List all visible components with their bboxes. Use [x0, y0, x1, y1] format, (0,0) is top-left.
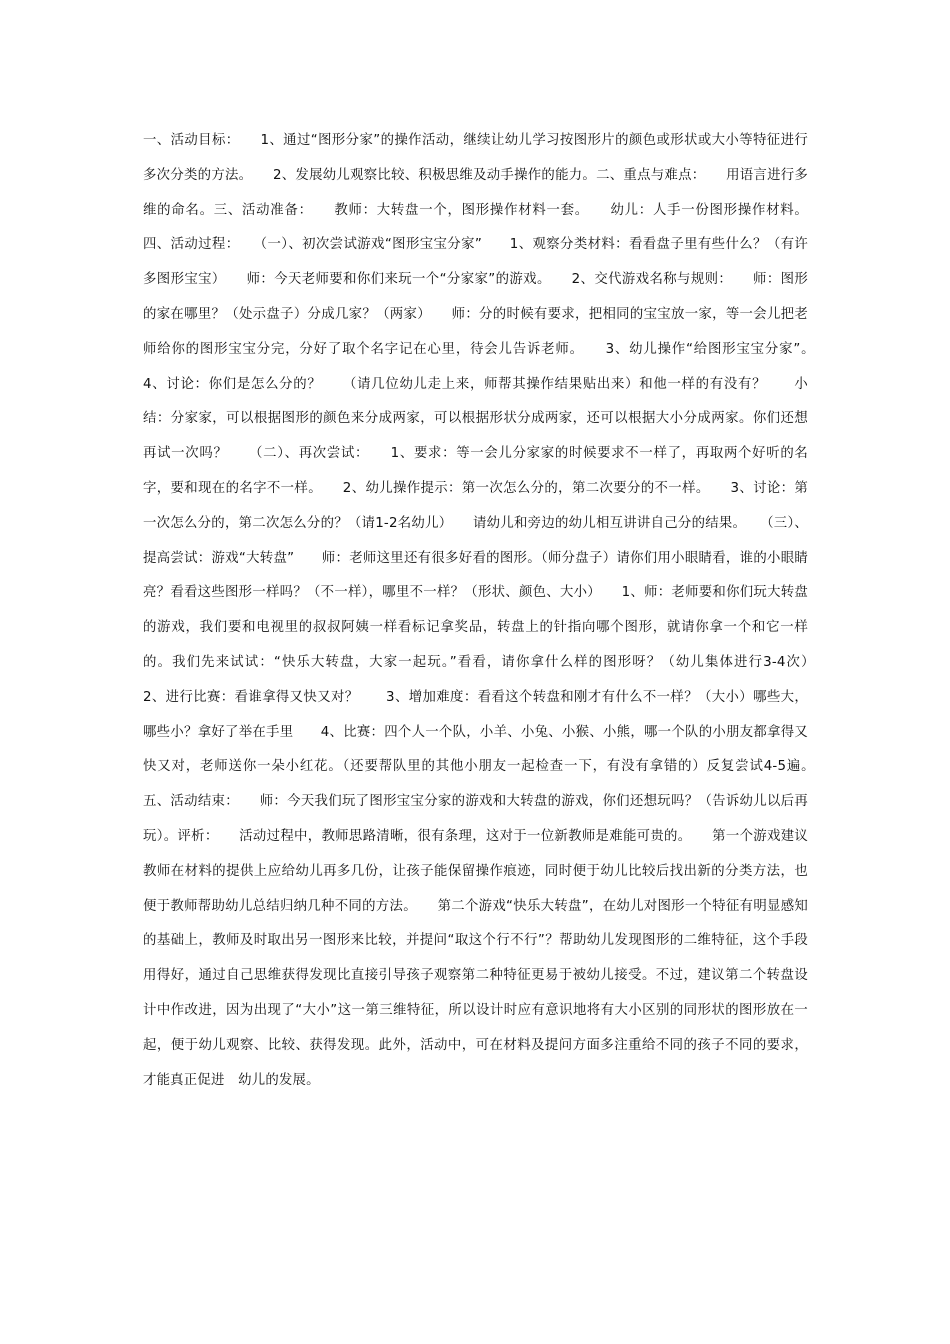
document-body-text: 一、活动目标： 1、通过“图形分家”的操作活动，继续让幼儿学习按图形片的颜色或形状或大小等特征进行多次分类的方法。 2、发展幼儿观察比较、积极思维及动手操作的能力。二、重点与难点： 用语言进行多维的命名。三、活动准备： 教师：大转盘一个，图形操作材料一套。 幼儿：人手一份图形操作材料。四、活动过程： （一）、初次尝试游戏“图形宝宝分家” 1、观察分类材料：看看盘子里有些什么？（有许多图形宝宝） 师：今天老师要和你们来玩一个“分家家”的游戏。 2、交代游戏名称与规则： 师：图形的家在哪里？（处示盘子）分成几家？（两家） 师：分的时候有要求，把相同的宝宝放一家，等一会儿把老师给你的图形宝宝分完，分好了取个名字记在心里，待会儿告诉老师。 3、幼儿操作“给图形宝宝分家”。 4、讨论：你们是怎么分的？ （请几位幼儿走上来，师帮其操作结果贴出来）和他一样的有没有？ 小结：分家家，可以根据图形的颜色来分成两家，可以根据形状分成两家，还可以根据大小分成两家。你们还想再试一次吗？ （二）、再次尝试： 1、要求：等一会儿分家家的时候要求不一样了，再取两个好听的名字，要和现在的名字不一样。 2、幼儿操作提示：第一次怎么分的，第二次要分的不一样。 3、讨论：第一次怎么分的，第二次怎么分的？（请1-2名幼儿） 请幼儿和旁边的幼儿相互讲讲自己分的结果。 （三）、提高尝试：游戏“大转盘” 师：老师这里还有很多好看的图形。（师分盘子）请你们用小眼睛看，谁的小眼睛亮？看看这些图形一样吗？（不一样），哪里不一样？（形状、颜色、大小） 1、师：老师要和你们玩大转盘的游戏，我们要和电视里的叔叔阿姨一样看标记拿奖品，转盘上的针指向哪个图形，就请你拿一个和它一样的。我们先来试试：“快乐大转盘，大家一起玩。”看看，请你拿什么样的图形呀？（幼儿集体进行3-4次） 2、进行比赛：看谁拿得又快又对？ 3、增加难度：看看这个转盘和刚才有什么不一样？（大小）哪些大，哪些小？拿好了举在手里 4、比赛：四个人一个队，小羊、小兔、小猴、小熊，哪一个队的小朋友都拿得又快又对，老师送你一朵小红花。（还要帮队里的其他小朋友一起检查一下，有没有拿错的）反复尝试4-5遍。 五、活动结束： 师：今天我们玩了图形宝宝分家的游戏和大转盘的游戏，你们还想玩吗？（告诉幼儿以后再玩）。评析： 活动过程中，教师思路清晰，很有条理，这对于一位新教师是难能可贵的。 第一个游戏建议教师在材料的提供上应给幼儿再多几份，让孩子能保留操作痕迹，同时便于幼儿比较后找出新的分类方法，也便于教师帮助幼儿总结归纳几种不同的方法。 第二个游戏“快乐大转盘”，在幼儿对图形一个特征有明显感知的基础上，教师及时取出另一图形来比较，并提问“取这个行不行”？帮助幼儿发现图形的二维特征，这个手段用得好，通过自己思维获得发现比直接引导孩子观察第二种特征更易于被幼儿接受。不过，建议第二个转盘设计中作改进，因为出现了“大小”这一第三维特征，所以设计时应有意识地将有大小区别的同形状的图形放在一起，便于幼儿观察、比较、获得发现。此外，活动中，可在材料及提问方面多注重给不同的孩子不同的要求，才能真正促进 幼儿的发展。	[143, 133, 836, 1088]
